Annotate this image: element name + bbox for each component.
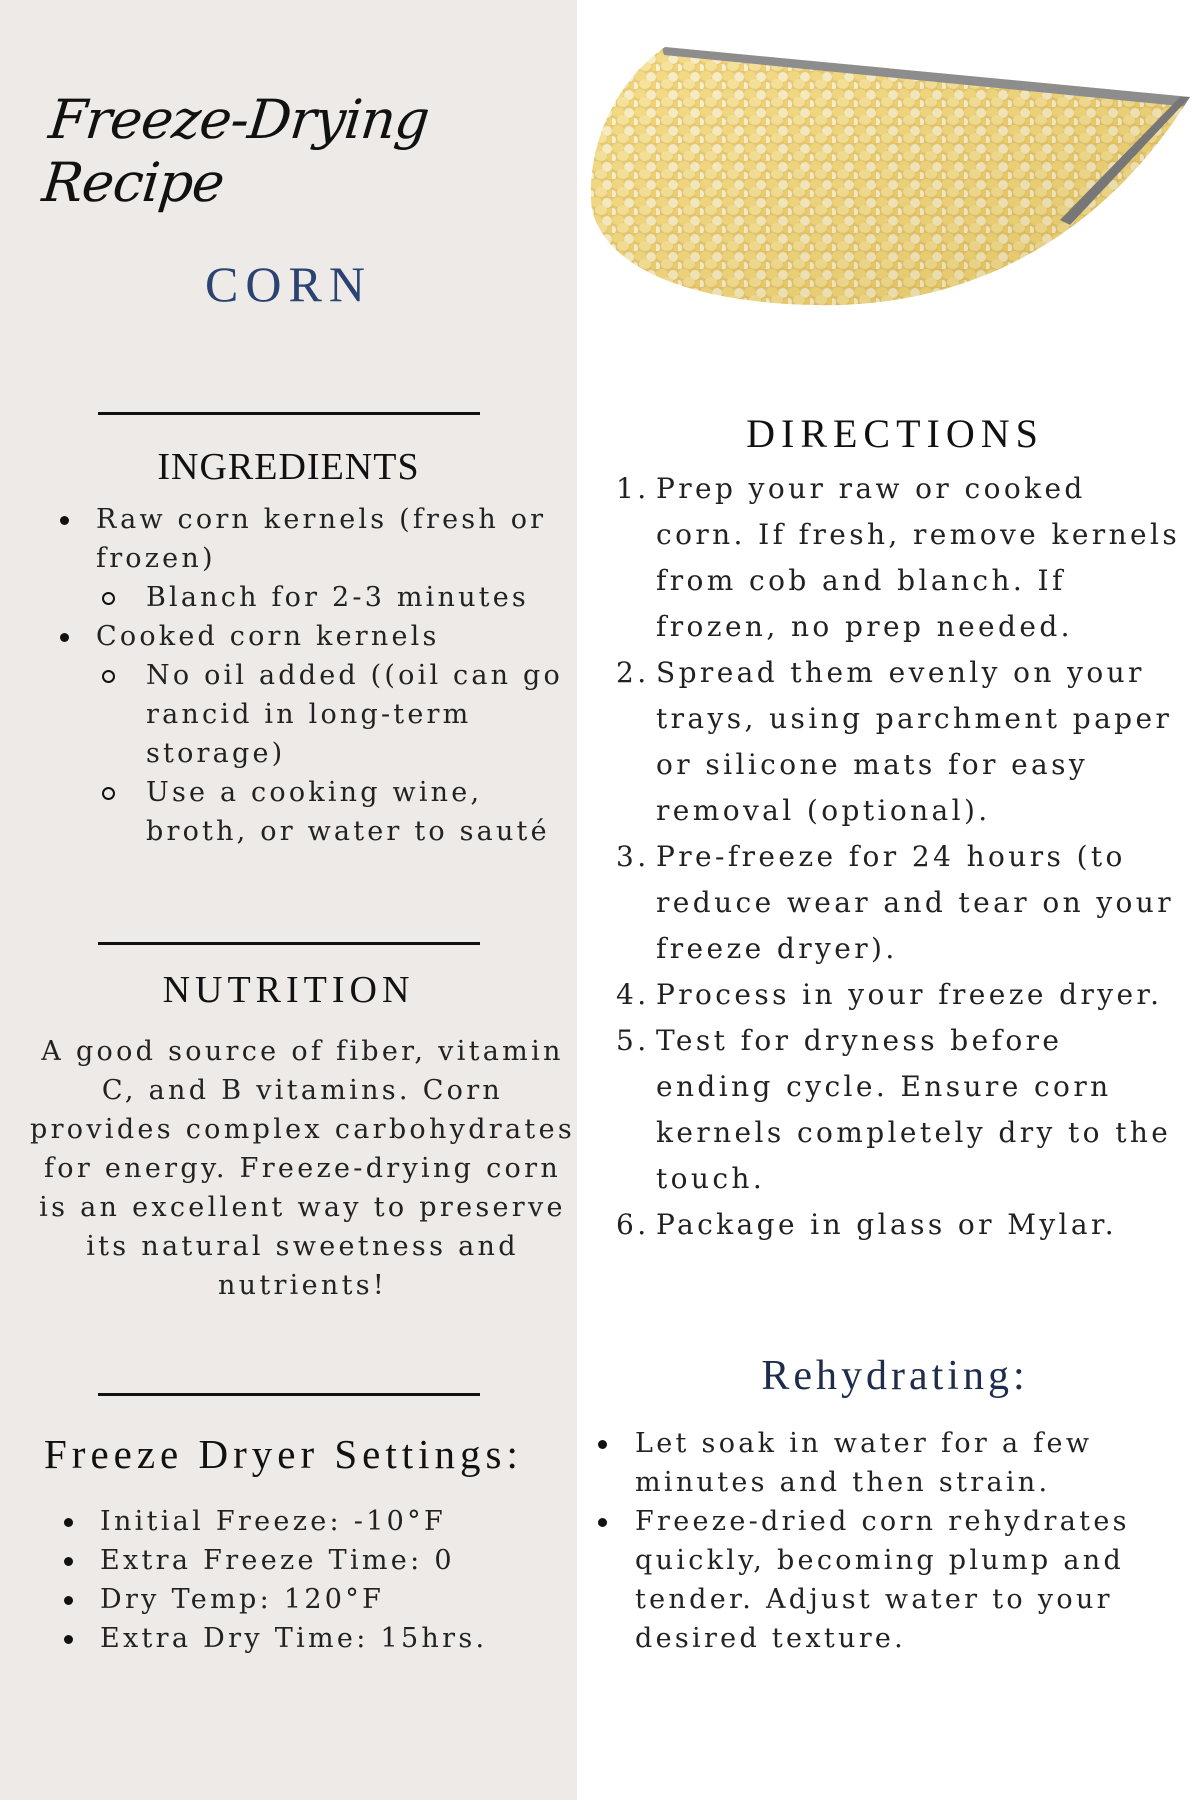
list-item [616, 1018, 1186, 1202]
recipe-script-title: Freeze-Drying Recipe [39, 88, 432, 214]
step-text: Package in glass or Mylar. [656, 1208, 1117, 1241]
list-item [52, 500, 572, 617]
list-item: Extra Dry Time: 15hrs. [58, 1619, 568, 1658]
list-item: Use a cooking wine, broth, or water to sauté [96, 773, 572, 851]
ingredients-list [52, 500, 572, 851]
nutrition-text: A good source of fiber, vitamin C, and B vitamins. Corn provides complex carbohydrates for energy. Freeze-drying corn is an excellent way to preserve its natural sweetness and nutrients! [30, 1036, 576, 1301]
divider [98, 412, 480, 415]
ingredient-text: Raw corn kernels (fresh or frozen) [96, 504, 547, 574]
list-item: Let soak in water for a few minutes and then strain. [590, 1424, 1190, 1502]
list-item: Dry Temp: 120°F [58, 1580, 568, 1619]
list-item [616, 1202, 1186, 1248]
directions-heading: DIRECTIONS [746, 411, 1044, 456]
step-text: Process in your freeze dryer. [656, 978, 1163, 1011]
step-text: Spread them evenly on your trays, using parchment paper or silicone mats for easy removal (optional). [656, 656, 1173, 827]
list-item [52, 617, 572, 851]
list-item: Freeze-dried corn rehydrates quickly, becoming plump and tender. Adjust water to your desired texture. [590, 1502, 1190, 1658]
list-item [616, 834, 1186, 972]
step-text: Pre-freeze for 24 hours (to reduce wear and tear on your freeze dryer). [656, 840, 1175, 965]
step-number: 4. [616, 978, 650, 1011]
step-number: 2. [616, 656, 650, 689]
list-item: Blanch for 2-3 minutes [96, 578, 572, 617]
food-title: CORN [205, 256, 372, 312]
list-item: Initial Freeze: -10°F [58, 1502, 568, 1541]
list-item [616, 466, 1186, 650]
step-number: 1. [616, 472, 650, 505]
rehydrating-list [590, 1424, 1190, 1658]
nutrition-heading: NUTRITION [162, 969, 415, 1011]
list-item [616, 650, 1186, 834]
ingredient-sublist [96, 656, 572, 851]
ingredient-text: Cooked corn kernels [96, 621, 440, 652]
list-item [616, 972, 1186, 1018]
settings-list [58, 1502, 568, 1658]
ingredient-sublist [96, 578, 572, 617]
step-text: Test for dryness before ending cycle. Ensure corn kernels completely dry to the touch. [656, 1024, 1172, 1195]
corn-kernels-on-tray-photo [590, 35, 1190, 315]
divider [98, 942, 480, 945]
step-text: Prep your raw or cooked corn. If fresh, remove kernels from cob and blanch. If frozen, no prep needed. [656, 472, 1181, 643]
settings-heading: Freeze Dryer Settings: [44, 1431, 523, 1477]
directions-list [616, 466, 1186, 1248]
step-number: 3. [616, 840, 650, 873]
step-number: 6. [616, 1208, 650, 1241]
divider [98, 1393, 480, 1396]
rehydrating-heading: Rehydrating: [761, 1353, 1029, 1399]
step-number: 5. [616, 1024, 650, 1057]
list-item: Extra Freeze Time: 0 [58, 1541, 568, 1580]
ingredients-heading: INGREDIENTS [157, 446, 420, 488]
list-item: No oil added ((oil can go rancid in long-term storage) [96, 656, 572, 773]
